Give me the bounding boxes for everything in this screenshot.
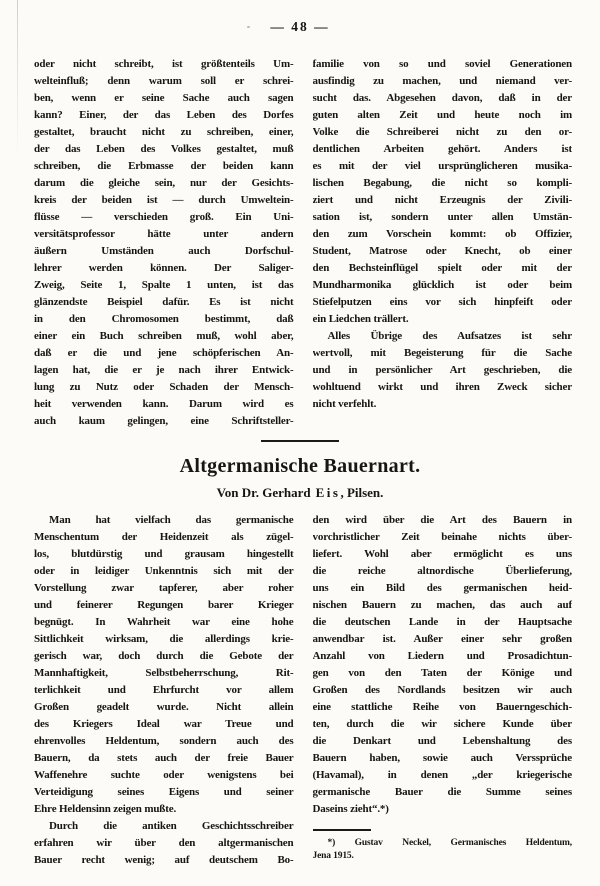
- scan-edge-artifact: [17, 0, 18, 160]
- text-line: wertvoll, mit Begeisterung für die Sache: [312, 347, 572, 359]
- text-line: lagen hat, die er je nach ihrer Entwick-: [34, 364, 294, 376]
- page-number: — 48 —: [270, 19, 330, 34]
- text-line: Volke die Schreiberei nicht zu den or-: [312, 126, 572, 138]
- text-line: gerisch war, doch durch die Gebote der: [34, 650, 294, 662]
- text-line: terlichkeit und Ehrfurcht vor allem: [34, 684, 294, 696]
- text-line: familie von so und soviel Generationen: [312, 58, 572, 70]
- text-line: den Bechsteinflügel spielt oder mit der: [312, 262, 572, 274]
- text-line: und in persönlicher Art geschrieben, die: [312, 364, 572, 376]
- text-line: lischen Begabung, die nicht so kompli-: [312, 177, 572, 189]
- text-line: welteinfluß; denn warum soll er schrei-: [34, 75, 294, 87]
- text-line: flüsse — verschieden groß. Ein Uni-: [34, 211, 294, 223]
- text-line: gen von den Taten der Könige und: [312, 667, 572, 679]
- text-line: Bauern haben, sowie auch Verssprüche: [312, 752, 572, 764]
- text-line: los, blutdürstig und grausam hingestellt: [34, 548, 294, 560]
- continuation-column-left: [34, 56, 294, 430]
- text-line: guten alten Zeit und heute noch im: [312, 109, 572, 121]
- text-line: einer ein Buch schreiben muß, wohl aber,: [34, 330, 294, 342]
- text-line: sucht das. Abgesehen davon, daß in der: [312, 92, 572, 104]
- text-line: (Havamal), in denen „der kriegerische: [312, 769, 572, 781]
- text-line: germanische Bauer die Summe seines: [312, 786, 572, 798]
- text-line: lehrer werden können. Der Saliger-: [34, 262, 294, 274]
- text-line: ben, wenn er seine Sache auch sagen: [34, 92, 294, 104]
- article-column-right: [313, 512, 573, 869]
- text-line: Ehre Heldensinn zeigen mußte.: [34, 803, 177, 815]
- text-line: Waffenehre suchte oder wenigstens bei: [34, 769, 294, 781]
- text-line: ziert und nicht Erzeugnis der Zivili-: [312, 194, 572, 206]
- text-line: Zweig, Seite 1, Spalte 1 unten, ist das: [34, 279, 294, 291]
- text-line: wohltuend wirkt und ihren Zweck sicher: [312, 381, 572, 393]
- text-line: Bauern, da stets auch der freie Bauer: [34, 752, 294, 764]
- text-line: oder nicht schreibt, ist größtenteils Um-: [34, 58, 294, 70]
- footnote: [313, 829, 573, 863]
- footnote-divider: [313, 829, 371, 831]
- text-line: Durch die antiken Geschichtsschreiber: [49, 820, 294, 832]
- text-line: Anzahl von Liedern und Prosadichtun-: [312, 650, 572, 662]
- text-line: es mit der viel ursprünglicheren musika-: [312, 160, 572, 172]
- text-line: Vorstellung zwar tapferer, aber roher: [34, 582, 294, 594]
- text-line: dentlichen Arbeiten gehört. Anders ist: [312, 143, 572, 155]
- text-line: Großen geadelt wurde. Nicht allein: [34, 701, 294, 713]
- text-line: nischen Bauern zu machen, das auch auf: [312, 599, 572, 611]
- author-name: Eis: [315, 485, 341, 500]
- text-line: Bauer recht wenig; auf deutschem Bo-: [34, 854, 294, 866]
- scan-speck-artifact: [247, 26, 250, 28]
- text-line: Menschentum der Heidenzeit als zügel-: [34, 531, 294, 543]
- text-line: sation ist, sondern unter allen Umstän-: [312, 211, 572, 223]
- text-line: Großen des Nordlands besitzen wir auch: [312, 684, 572, 696]
- article-byline: [0, 485, 600, 501]
- text-line: die deutschen Lande in der Hauptsache: [312, 616, 572, 628]
- text-line: uns ein Bild des germanischen heid-: [312, 582, 572, 594]
- footnote-text: [313, 837, 573, 863]
- text-line: ausfindig zu machen, und niemand ver-: [312, 75, 572, 87]
- text-line: kreis der beiden ist — durch Umweltein-: [34, 194, 294, 206]
- text-line: und feinerer Regungen barer Krieger: [34, 599, 294, 611]
- text-line: ten, durch die wir sichere Kunde über: [312, 718, 572, 730]
- text-line: die Denkart und Lebenshaltung des: [312, 735, 572, 747]
- text-line: den zum Vorschein kommt: ob Offizier,: [312, 228, 572, 240]
- article-column-right-text: [313, 512, 573, 818]
- text-line: Mannhaftigkeit, Selbstbeherrschung, Rit-: [34, 667, 294, 679]
- text-line: Alles Übrige des Aufsatzes ist sehr: [327, 330, 572, 342]
- text-line: Man hat vielfach das germanische: [49, 514, 294, 526]
- text-line: Stiefelputzen eins vor sich hinpfeift oder: [312, 296, 572, 308]
- text-line: glänzendste Beispiel dafür. Es ist nicht: [34, 296, 294, 308]
- article-title: Altgermanische Bauernart.: [179, 455, 421, 477]
- article-body: [0, 512, 600, 869]
- article-column-left: [34, 512, 294, 869]
- byline-suffix: , Pilsen.: [340, 485, 384, 500]
- text-line: Student, Matrose oder Knecht, ob einer: [312, 245, 572, 257]
- text-line: eine stattliche Reihe von Bauerngeschich-: [312, 701, 572, 713]
- text-line: auch kaum gelingen, eine Schriftsteller-: [34, 415, 294, 427]
- text-line: darum die gleiche sein, nur der Gesichts-: [34, 177, 294, 189]
- text-line: versitätsprofessor hätte unter andern: [34, 228, 294, 240]
- text-line: *) Gustav Neckel, Germanisches Heldentum,: [327, 838, 572, 848]
- byline-prefix: Von Dr. Gerhard: [216, 485, 311, 500]
- article-continuation: [0, 56, 600, 430]
- text-line: erfahren wir über den altgermanischen: [34, 837, 294, 849]
- text-line: äußern Umständen auch Dorfschul-: [34, 245, 294, 257]
- text-line: ein Liedchen trällert.: [312, 313, 409, 325]
- text-line: liefert. Wohl aber ermöglicht es uns: [312, 548, 572, 560]
- text-line: ehrenvolles Heldentum, sondern auch des: [34, 735, 294, 747]
- text-line: kann? Einer, der das Leben des Dorfes: [34, 109, 294, 121]
- text-line: Mundharmonika glücklich ist oder beim: [312, 279, 572, 291]
- text-line: vorchristlicher Zeit beinahe nichts über-: [312, 531, 572, 543]
- text-line: oder in leidiger Unkenntnis sich mit der: [34, 565, 294, 577]
- text-line: den wird über die Art des Bauern in: [312, 514, 572, 526]
- text-line: schreiben, die Erbmasse der beiden kann: [34, 160, 294, 172]
- text-line: lung zu Nutz oder Schaden der Mensch-: [34, 381, 294, 393]
- text-line: heit verwenden kann. Darum wird es: [34, 398, 294, 410]
- text-line: in den Chromosomen bestimmt, daß: [34, 313, 294, 325]
- text-line: der das Leben des Volkes gestaltet, muß: [34, 143, 294, 155]
- text-line: Sittlichkeit wirksam, die allerdings krie-: [34, 633, 294, 645]
- continuation-column-right: [313, 56, 573, 430]
- text-line: gestaltet, braucht nicht zu schreiben, einer,: [34, 126, 294, 138]
- text-line: nicht verfehlt.: [312, 398, 377, 410]
- text-line: Jena 1915.: [312, 851, 354, 861]
- text-line: Verteidigung seines Eigens und seiner: [34, 786, 294, 798]
- text-line: anwendbar ist. Außer einer sehr großen: [312, 633, 572, 645]
- section-divider: [261, 440, 339, 442]
- text-line: begnügt. In Wahrheit war eine hohe: [34, 616, 294, 628]
- text-line: die reiche altnordische Überlieferung,: [312, 565, 572, 577]
- text-line: Daseins zieht“.*): [312, 803, 389, 815]
- text-line: daß er die und jene schöpferischen An-: [34, 347, 294, 359]
- text-line: des Kriegers Ideal war Treue und: [34, 718, 294, 730]
